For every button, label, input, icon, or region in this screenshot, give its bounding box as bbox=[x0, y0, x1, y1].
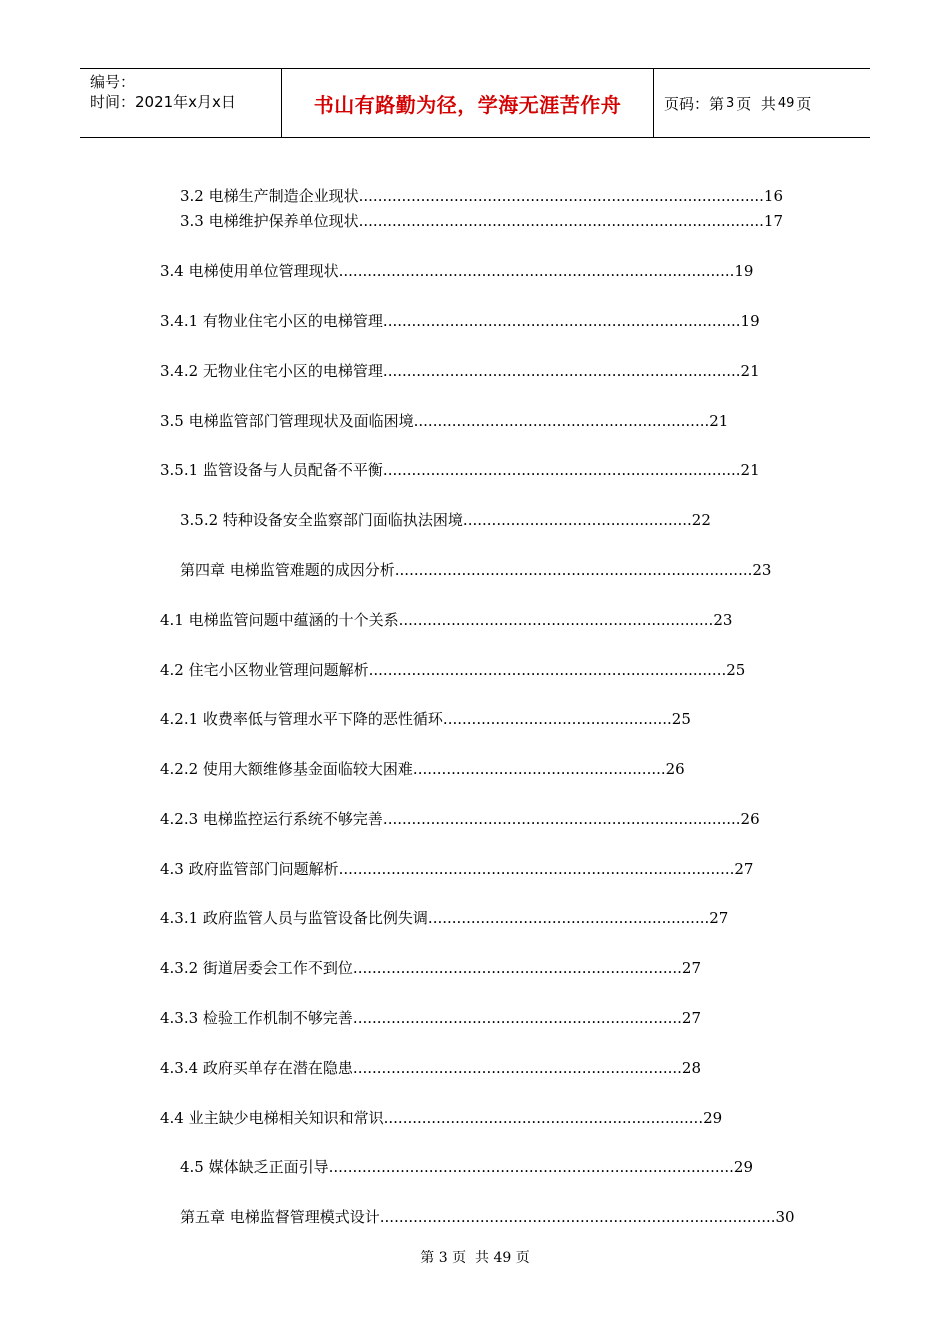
toc-entry[interactable]: 4.1 电梯监管问题中蕴涵的十个关系..................................................................23 bbox=[160, 611, 733, 629]
toc-entry[interactable]: 3.5.1 监管设备与人员配备不平衡...........................................................................21 bbox=[160, 461, 760, 479]
document-number-label: 编号： bbox=[90, 73, 136, 91]
footer-mid: 页 共 bbox=[452, 1250, 489, 1266]
page-label: 页码：第 bbox=[664, 94, 725, 113]
toc-entry[interactable]: 3.4 电梯使用单位管理现状...................................................................................19 bbox=[160, 262, 754, 280]
document-time-label: 时间：2021年x月x日 bbox=[90, 93, 236, 111]
toc-entry[interactable]: 3.2 电梯生产制造企业现状.....................................................................................16 bbox=[180, 187, 783, 205]
toc-entry[interactable]: 4.4 业主缺少电梯相关知识和常识...................................................................29 bbox=[160, 1109, 723, 1127]
toc-entry[interactable]: 3.4.2 无物业住宅小区的电梯管理...........................................................................21 bbox=[160, 362, 760, 380]
footer-total: 49 bbox=[493, 1250, 512, 1266]
page-mid-label: 页 共 bbox=[736, 94, 776, 113]
toc-entry[interactable]: 4.3.2 街道居委会工作不到位.....................................................................27 bbox=[160, 959, 702, 977]
toc-entry[interactable]: 4.5 媒体缺乏正面引导.....................................................................................29 bbox=[180, 1158, 753, 1176]
toc-entry[interactable]: 3.5 电梯监管部门管理现状及面临困境..............................................................21 bbox=[160, 412, 729, 430]
footer-page-number: 3 bbox=[438, 1250, 448, 1266]
toc-entry[interactable]: 4.3.4 政府买单存在潜在隐患.....................................................................28 bbox=[160, 1059, 702, 1077]
toc-entry[interactable]: 4.2.3 电梯监控运行系统不够完善...........................................................................26 bbox=[160, 810, 760, 828]
page-footer bbox=[0, 1247, 950, 1267]
toc-entry[interactable]: 4.2 住宅小区物业管理问题解析...........................................................................25 bbox=[160, 661, 746, 679]
page-number: 3 bbox=[726, 95, 735, 111]
footer-pre: 第 bbox=[420, 1250, 435, 1266]
toc-chapter-entry[interactable]: 第五章 电梯监督管理模式设计...................................................................................30 bbox=[180, 1208, 795, 1226]
toc-entry[interactable]: 4.2.1 收费率低与管理水平下降的恶性循环................................................25 bbox=[160, 710, 691, 728]
toc-entry[interactable]: 3.3 电梯维护保养单位现状.....................................................................................17 bbox=[180, 212, 783, 230]
toc-entry[interactable]: 3.5.2 特种设备安全监察部门面临执法困境................................................22 bbox=[180, 511, 711, 529]
page-total: 49 bbox=[777, 95, 795, 111]
toc-entry[interactable]: 4.3.1 政府监管人员与监管设备比例失调...........................................................27 bbox=[160, 909, 729, 927]
toc-entry[interactable]: 3.4.1 有物业住宅小区的电梯管理...........................................................................19 bbox=[160, 312, 760, 330]
toc-entry[interactable]: 4.3.3 检验工作机制不够完善.....................................................................27 bbox=[160, 1009, 702, 1027]
toc-chapter-entry[interactable]: 第四章 电梯监管难题的成因分析...........................................................................23 bbox=[180, 561, 772, 579]
footer-end: 页 bbox=[515, 1250, 530, 1266]
header-motto: 书山有路勤为径，学海无涯苦作舟 bbox=[313, 92, 622, 117]
toc-entry[interactable]: 4.2.2 使用大额维修基金面临较大困难.....................................................26 bbox=[160, 760, 685, 778]
page-end-label: 页 bbox=[796, 94, 812, 113]
toc-entry[interactable]: 4.3 政府监管部门问题解析...................................................................................27 bbox=[160, 860, 754, 878]
